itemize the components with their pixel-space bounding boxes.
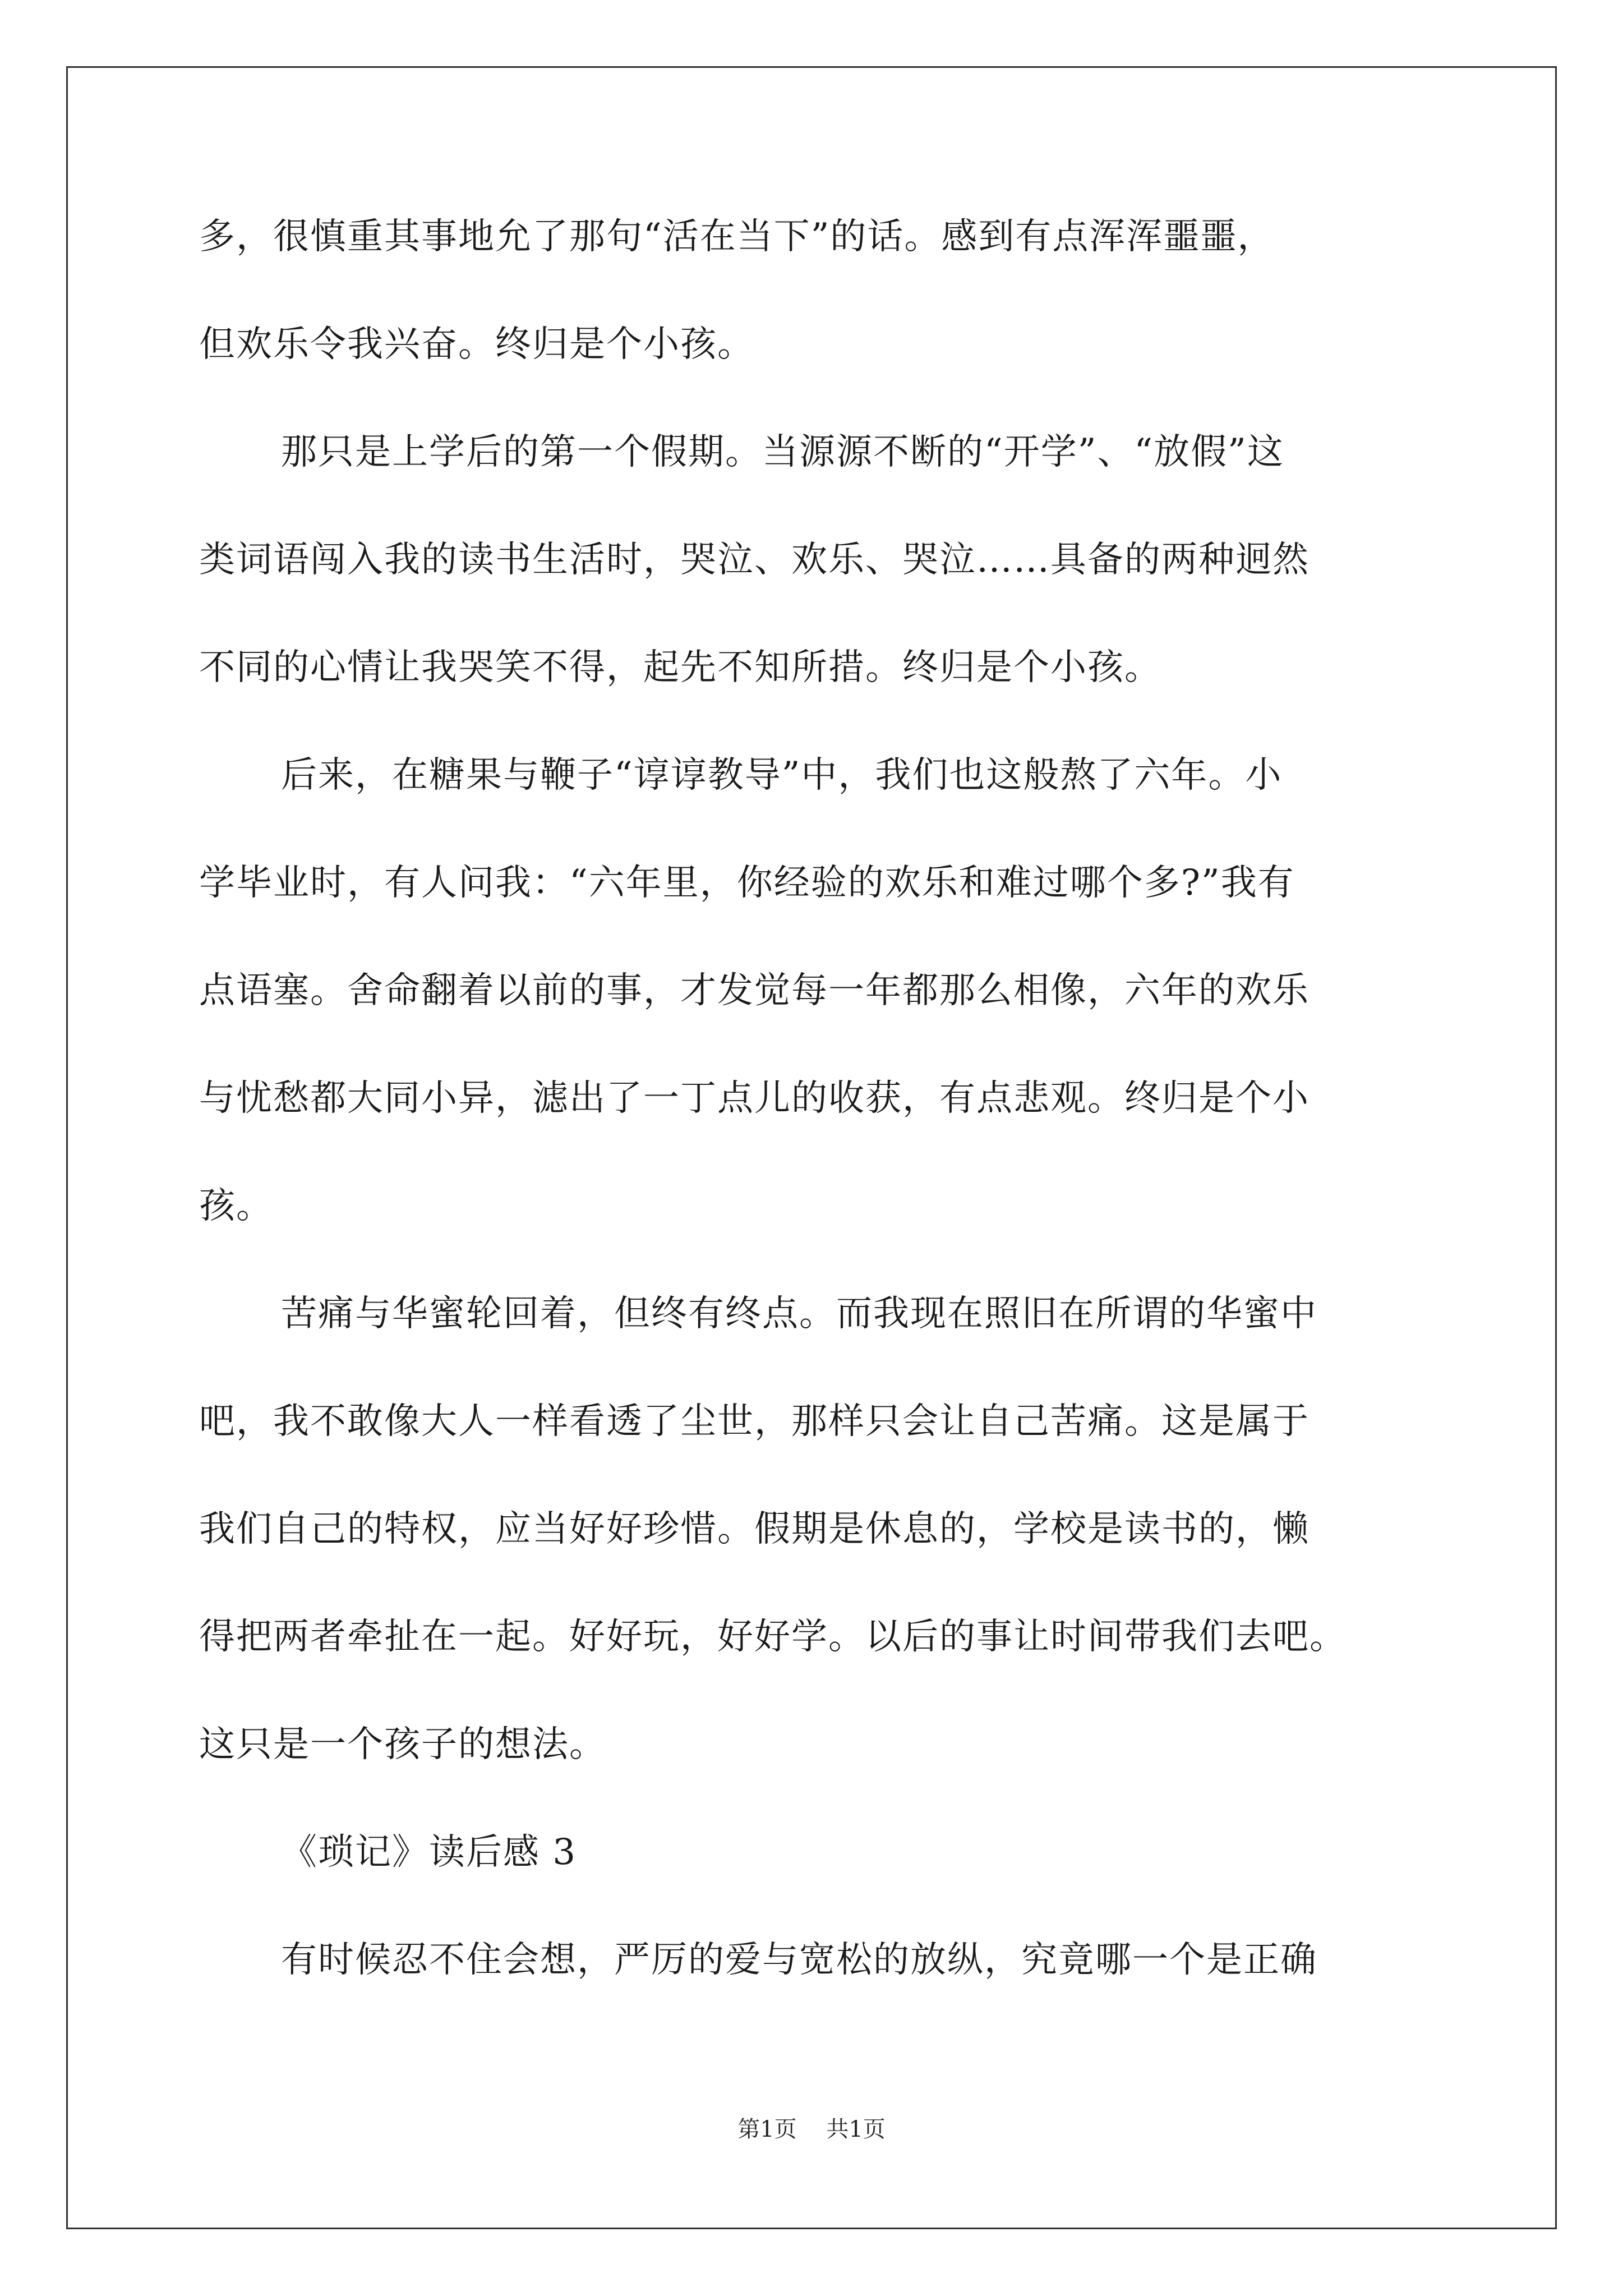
document-body	[199, 216, 1433, 2050]
text-line: 不同的心情让我哭笑不得，起先不知所措。终归是个小孩。	[199, 647, 1161, 688]
text-line: 但欢乐令我兴奋。终归是个小孩。	[199, 324, 754, 365]
text-line: 多，很慎重其事地允了那句“活在当下”的话。感到有点浑浑噩噩，	[199, 216, 1275, 257]
text-line: 与忧愁都大同小异，滤出了一丁点儿的收获，有点悲观。终归是个小	[199, 1078, 1310, 1119]
page-number: 第1页	[737, 2116, 797, 2142]
text-line: 苦痛与华蜜轮回着，但终有终点。而我现在照旧在所谓的华蜜中	[281, 1293, 1317, 1335]
page-total: 共1页	[826, 2116, 886, 2142]
text-line: 点语塞。舍命翻着以前的事，才发觉每一年都那么相像，六年的欢乐	[199, 970, 1310, 1011]
text-line: 我们自己的特权，应当好好珍惜。假期是休息的，学校是读书的，懒	[199, 1508, 1310, 1550]
text-line: 《琐记》读后感 3	[281, 1832, 577, 1873]
text-line: 学毕业时，有人问我：“六年里，你经验的欢乐和难过哪个多?”我有	[199, 862, 1295, 904]
text-line: 那只是上学后的第一个假期。当源源不断的“开学”、“放假”这	[281, 431, 1284, 473]
text-line: 得把两者牵扯在一起。好好玩，好好学。以后的事让时间带我们去吧。	[199, 1616, 1347, 1658]
text-line: 有时候忍不住会想，严厉的爱与宽松的放纵，究竟哪一个是正确	[281, 1939, 1317, 1981]
text-line: 孩。	[199, 1185, 273, 1227]
text-line: 后来，在糖果与鞭子“谆谆教导”中，我们也这般熬了六年。小	[281, 754, 1283, 796]
text-line: 这只是一个孩子的想法。	[199, 1724, 606, 1765]
text-line: 类词语闯入我的读书生活时，哭泣、欢乐、哭泣……具备的两种迥然	[199, 539, 1310, 581]
page-footer	[0, 2118, 1623, 2141]
text-line: 吧，我不敢像大人一样看透了尘世，那样只会让自己苦痛。这是属于	[199, 1401, 1310, 1442]
